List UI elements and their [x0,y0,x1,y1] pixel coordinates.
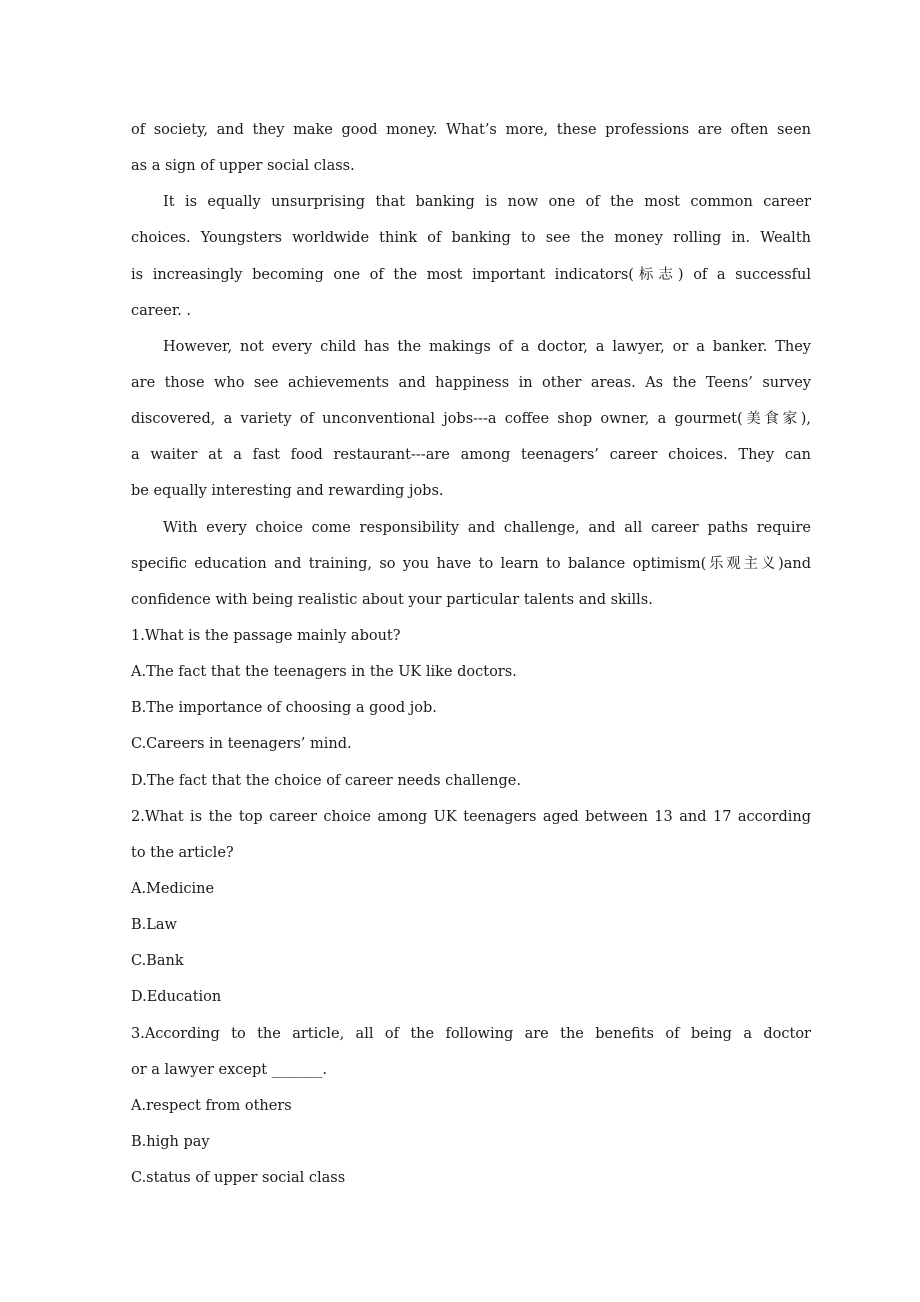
passage-line: is increasingly becoming one of the most important indicators(标志) of a successful [131,266,811,283]
question-stem: or a lawyer except _______. [131,1061,328,1078]
question-option: A.Medicine [131,880,215,897]
passage-line: of society, and they make good money. What’s more, these professions are often seen [131,122,811,138]
passage-line: as a sign of upper social class. [131,158,355,175]
question-option: B.Law [131,917,177,934]
passage-line: a waiter at a fast food restaurant---are among teenagers’ career choices. They can [131,447,811,464]
passage-line: specific education and training, so you have to learn to balance optimism(乐观主义)and [131,555,811,572]
question-stem: 1.What is the passage mainly about? [131,627,401,644]
question-option: C.Careers in teenagers’ mind. [131,736,352,753]
passage-line: choices. Youngsters worldwide think of banking to see the money rolling in. Wealth [131,230,811,247]
question-stem: 3.According to the article, all of the following are the benefits of being a doctor [131,1025,811,1042]
passage-line: confidence with being realistic about your particular talents and skills. [131,591,653,608]
question-stem: 2.What is the top career choice among UK teenagers aged between 13 and 17 according [131,808,811,825]
passage-line: However, not every child has the makings of a doctor, a lawyer, or a banker. They [163,338,811,355]
passage-line: With every choice come responsibility and challenge, and all career paths require [163,519,811,536]
document-content [131,112,811,1196]
passage-line: career. . [131,302,192,319]
question-option: D.Education [131,989,222,1006]
question-option: A.The fact that the teenagers in the UK like doctors. [131,664,517,681]
passage-line: are those who see achievements and happiness in other areas. As the Teens’ survey [131,374,811,391]
question-option: B.The importance of choosing a good job. [131,700,437,717]
question-option: A.respect from others [131,1097,292,1114]
passage-line: be equally interesting and rewarding jobs. [131,483,444,500]
passage-line: discovered, a variety of unconventional jobs---a coffee shop owner, a gourmet(美食家), [131,411,811,428]
question-stem: to the article? [131,844,234,861]
question-option: D.The fact that the choice of career needs challenge. [131,772,521,789]
question-option: C.Bank [131,953,184,970]
question-option: B.high pay [131,1133,210,1150]
passage-line: It is equally unsurprising that banking is now one of the most common career [163,194,811,211]
question-option: C.status of upper social class [131,1170,346,1187]
